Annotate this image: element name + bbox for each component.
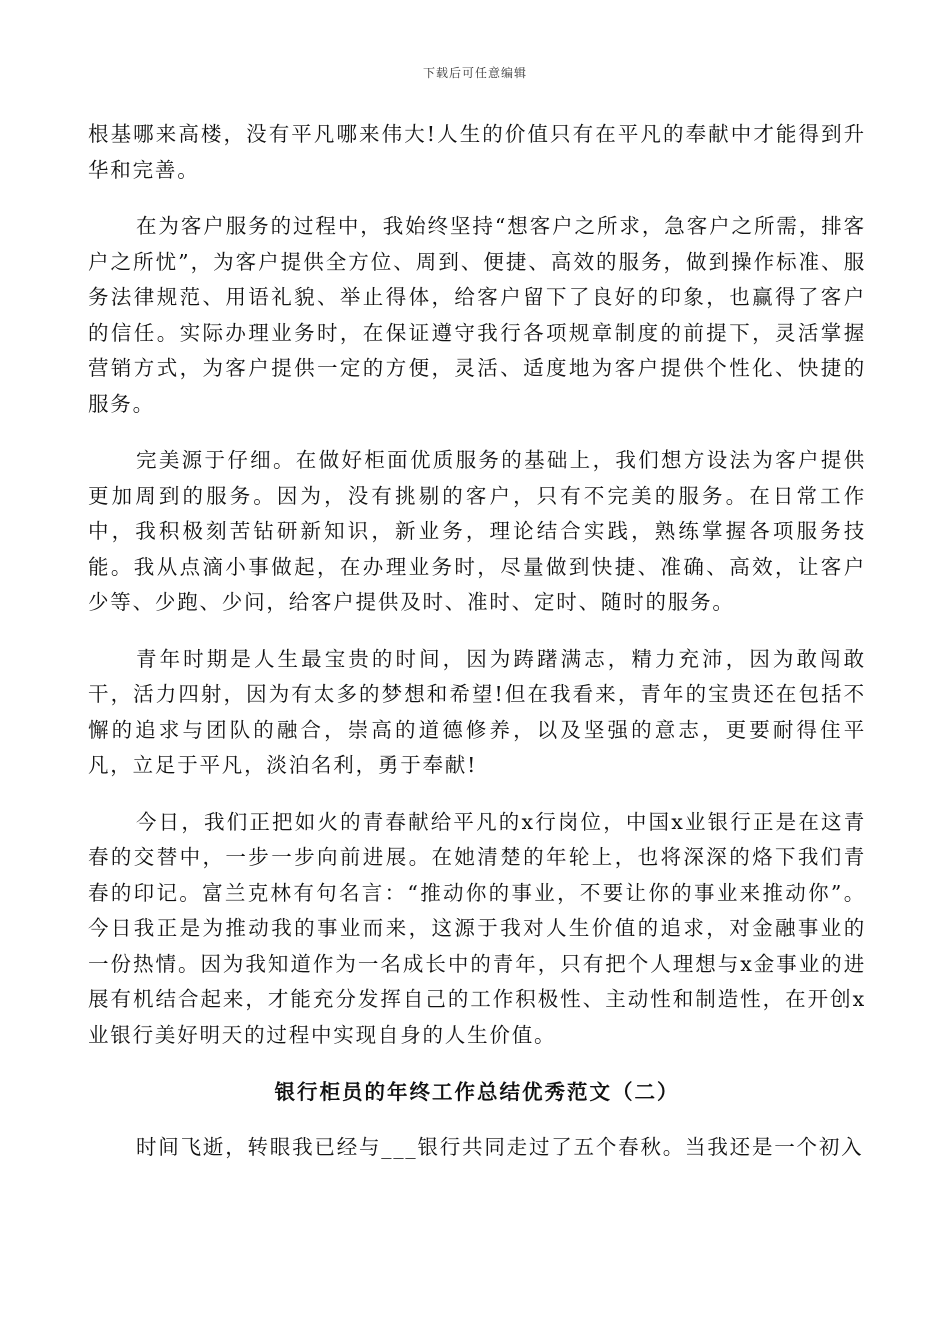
header-note: 下载后可任意编辑 [422, 66, 527, 80]
paragraph-1: 根基哪来高楼，没有平凡哪来伟大!人生的价值只有在平凡的奉献中才能得到升华和完善。 [88, 122, 866, 182]
document-body [88, 117, 866, 1187]
paragraph-5: 今日，我们正把如火的青春献给平凡的x行岗位，中国x业银行正是在这青春的交替中，一步一步向前进展。在她清楚的年轮上，也将深深的烙下我们青春的印记。富兰克林有句名言：“推动你的事业，不要让你的事业来推动你”。今日我正是为推动我的事业而来，这源于我对人生价值的追求，对金融事业的一份热情。因为我知道作为一名成长中的青年，只有把个人理想与x金事业的进展有机结合起来，才能充分发挥自己的工作积极性、主动性和制造性，在开创x业银行美好明天的过程中实现自身的人生价值。 [88, 809, 866, 1047]
paragraph-4: 青年时期是人生最宝贵的时间，因为踌躇满志，精力充沛，因为敢闯敢干，活力四射，因为有太多的梦想和希望!但在我看来，青年的宝贵还在包括不懈的追求与团队的融合，崇高的道德修养，以及坚强的意志，更要耐得住平凡，立足于平凡，淡泊名利，勇于奉献! [88, 646, 866, 777]
paragraph-2: 在为客户服务的过程中，我始终坚持“想客户之所求，急客户之所需，排客户之所忧”，为客户提供全方位、周到、便捷、高效的服务，做到操作标准、服务法律规范、用语礼貌、举止得体，给客户留下了良好的印象，也赢得了客户的信任。实际办理业务时，在保证遵守我行各项规章制度的前提下，灵活掌握营销方式，为客户提供一定的方便，灵活、适度地为客户提供个性化、快捷的服务。 [88, 214, 866, 416]
section-title: 银行柜员的年终工作总结优秀范文（二） [274, 1080, 680, 1104]
paragraph-6: 时间飞逝，转眼我已经与___银行共同走过了五个春秋。当我还是一个初入 [136, 1135, 864, 1159]
paragraph-3: 完美源于仔细。在做好柜面优质服务的基础上，我们想方设法为客户提供更加周到的服务。因为，没有挑剔的客户，只有不完美的服务。在日常工作中，我积极刻苦钻研新知识，新业务，理论结合实践，熟练掌握各项服务技能。我从点滴小事做起，在办理业务时，尽量做到快捷、准确、高效，让客户少等、少跑、少问，给客户提供及时、准时、定时、随时的服务。 [88, 448, 866, 614]
